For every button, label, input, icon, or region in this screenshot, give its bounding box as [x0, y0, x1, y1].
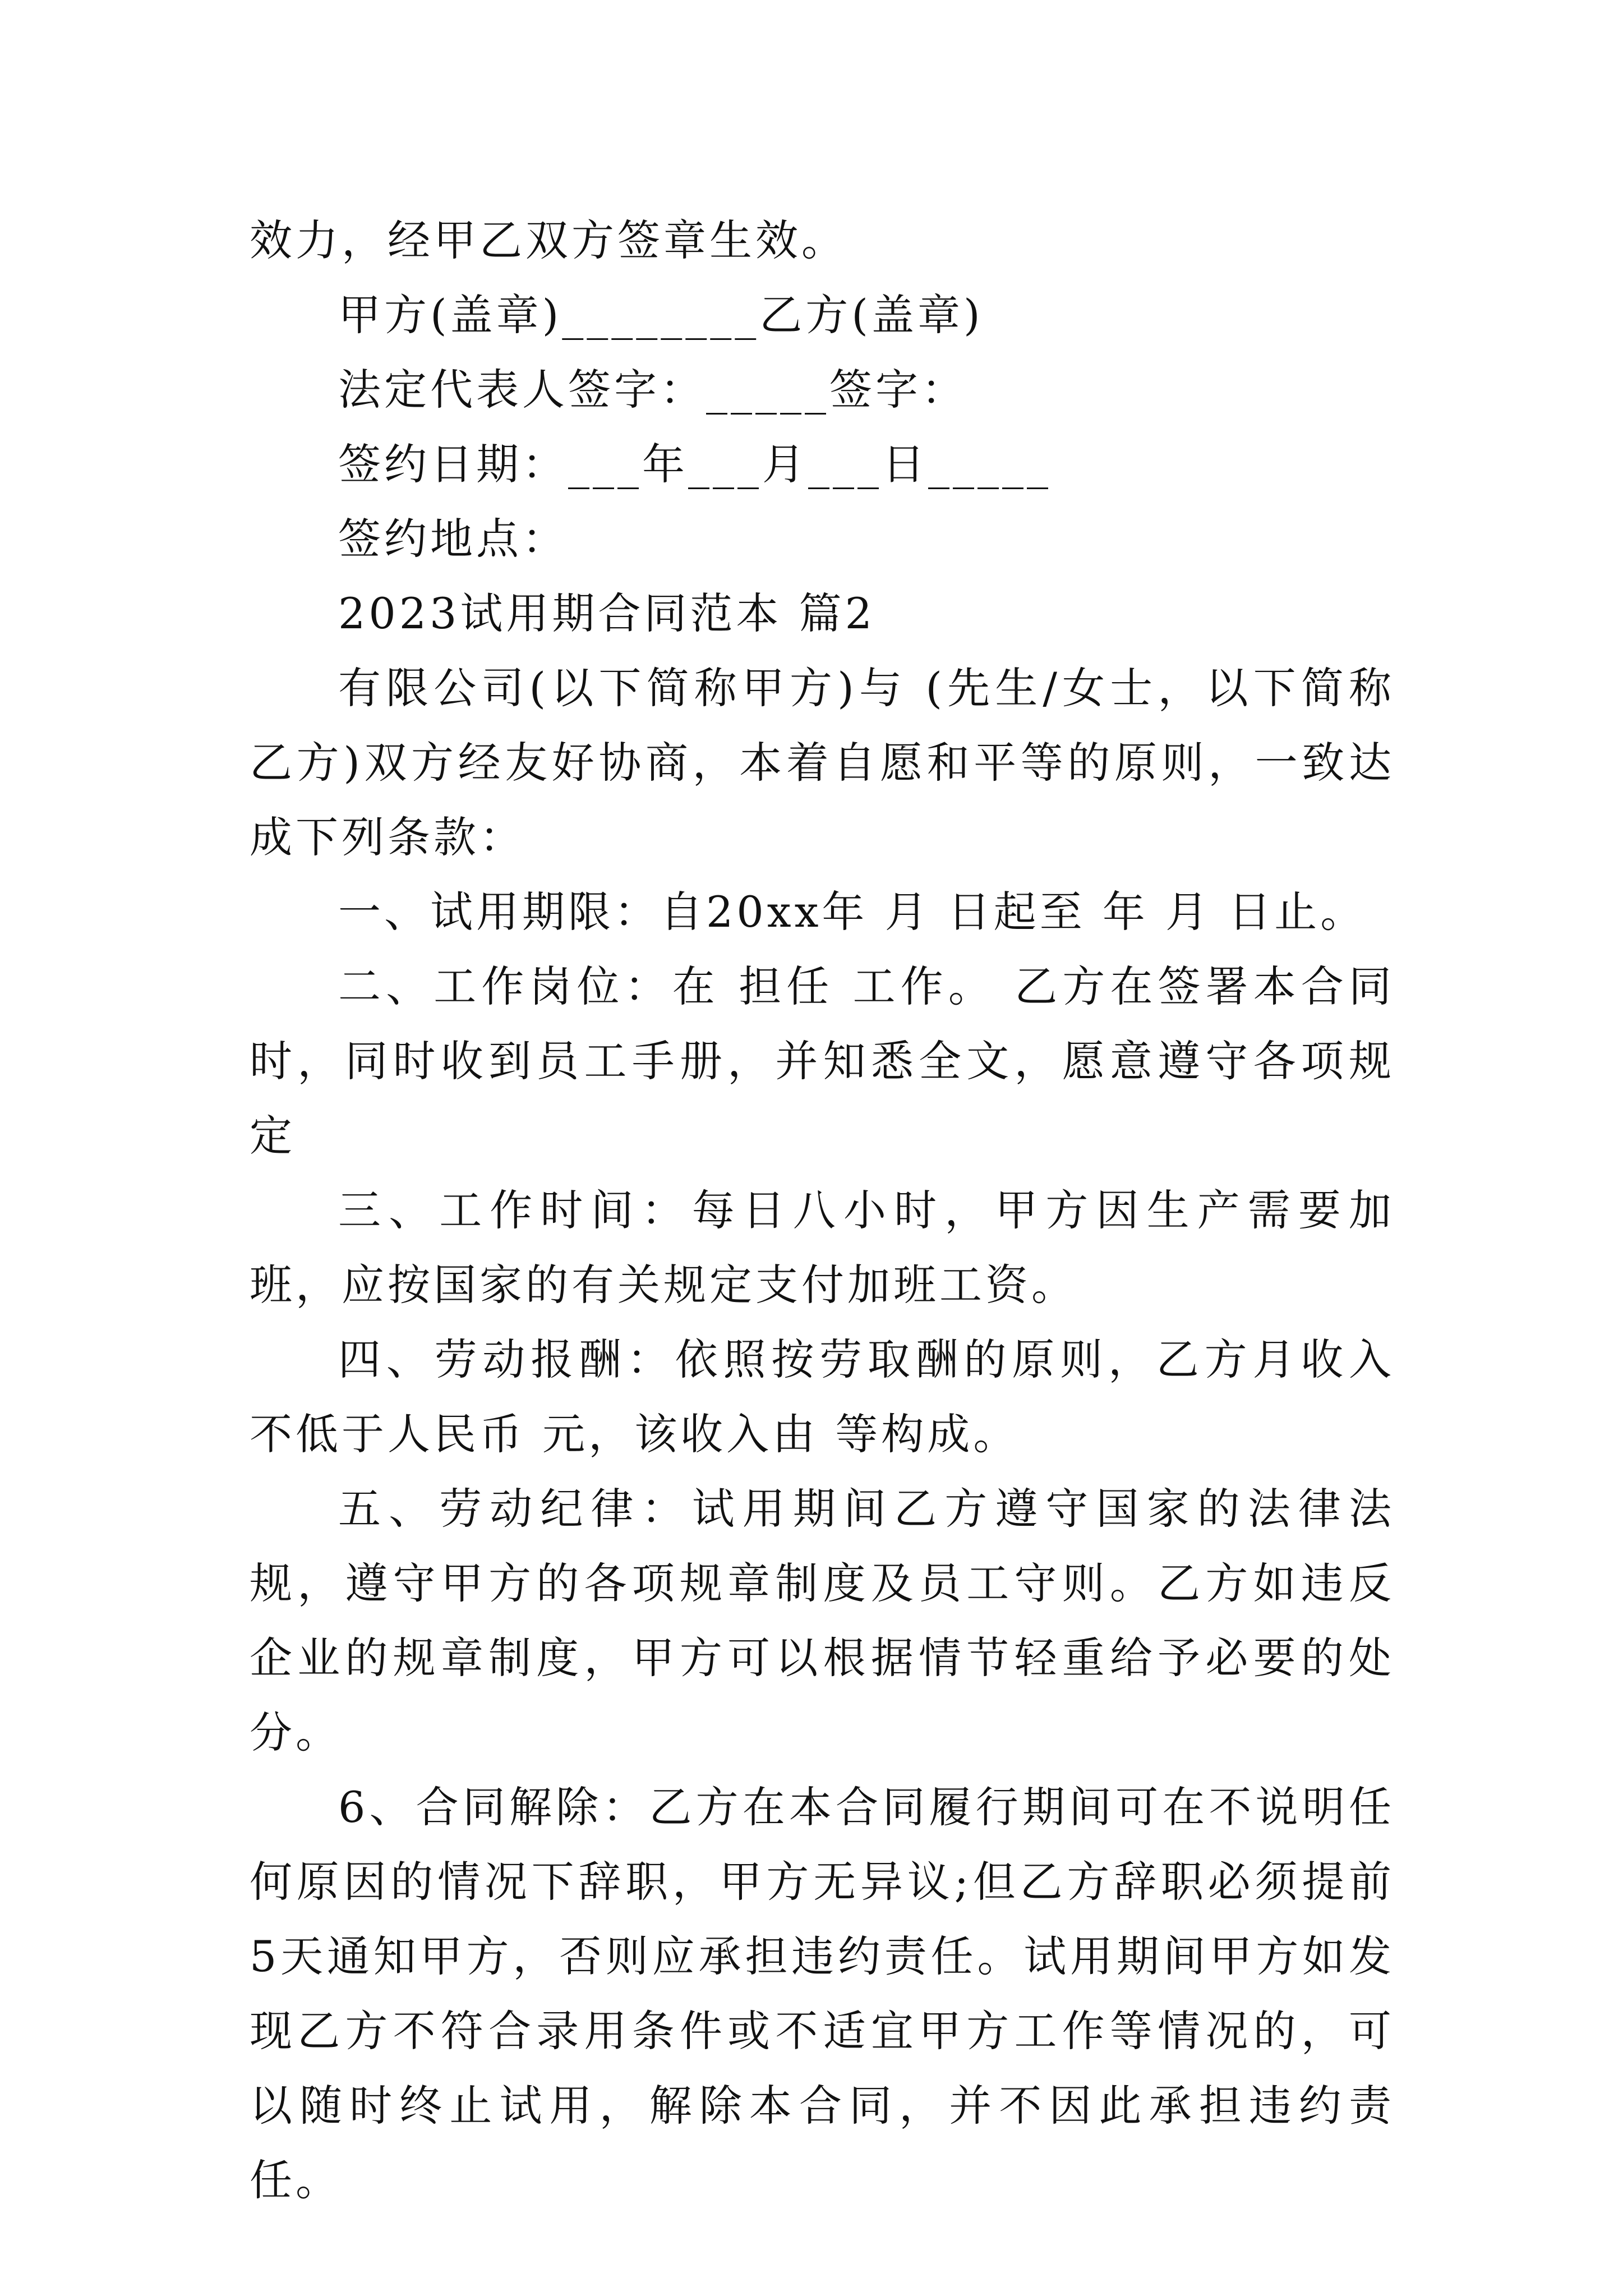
clause-probation-period: 一、试用期限：自20xx年 月 日起至 年 月 日止。 [338, 887, 1367, 937]
clause-working-hours: 三、工作时间：每日八小时，甲方因生产需要加班，应按国家的有关规定支付加班工资。 [250, 1185, 1395, 1310]
section-heading: 2023试用期合同范本 篇2 [338, 588, 875, 638]
clause-position: 二、工作岗位：在 担任 工作。 乙方在签署本合同时，同时收到员工手册，并知悉全文，愿意遵守各项规定 [250, 961, 1395, 1161]
paragraph-signature-line: 法定代表人签字：_____签字： [338, 365, 967, 415]
paragraph-parties: 有限公司(以下简称甲方)与 (先生/女士，以下简称乙方)双方经友好协商，本着自愿和平等的原则，一致达成下列条款： [250, 663, 1395, 862]
paragraph-effect-clause: 效力，经甲乙双方签章生效。 [250, 215, 847, 265]
document-body [250, 203, 1395, 2217]
paragraph-signing-date: 签约日期：___年___月___日_____ [338, 439, 1052, 489]
paragraph-signing-place: 签约地点： [338, 514, 568, 564]
clause-remuneration: 四、劳动报酬：依照按劳取酬的原则，乙方月收入不低于人民币 元，该收入由 等构成。 [250, 1335, 1395, 1459]
clause-discipline: 五、劳动纪律：试用期间乙方遵守国家的法律法规，遵守甲方的各项规章制度及员工守则。乙方如违反企业的规章制度，甲方可以根据情节轻重给予必要的处分。 [250, 1484, 1395, 1757]
clause-termination: 6、合同解除：乙方在本合同履行期间可在不说明任何原因的情况下辞职，甲方无异议;但乙方辞职必须提前5天通知甲方，否则应承担违约责任。试用期间甲方如发现乙方不符合录用条件或不适宜甲方工作等情况的，可以随时终止试用，解除本合同，并不因此承担违约责任。 [250, 1782, 1395, 2205]
paragraph-seal-line: 甲方(盖章)________乙方(盖章) [338, 290, 984, 340]
